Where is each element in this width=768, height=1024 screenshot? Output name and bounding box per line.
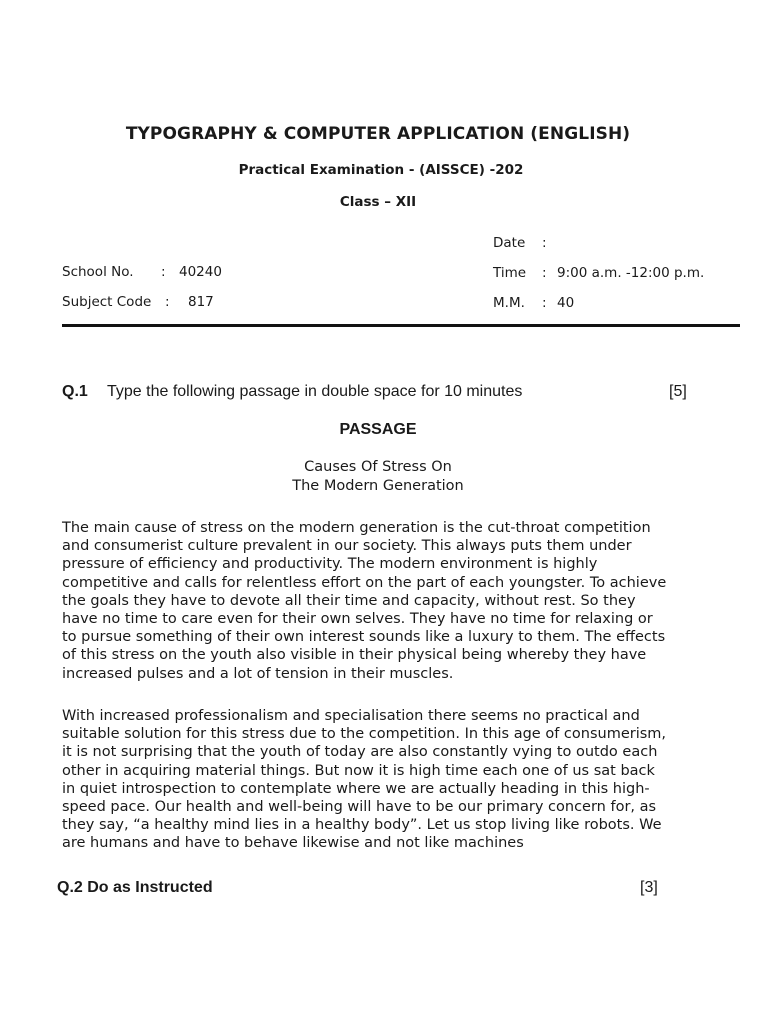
q2-instruction: Q.2 Do as Instructed	[57, 879, 213, 896]
q1-marks: [5]	[669, 383, 687, 400]
paragraph-line: other in acquiring material things. But now it is high time each one of us sat back	[62, 762, 655, 779]
paragraph-line: The main cause of stress on the modern generation is the cut-throat competition	[62, 520, 651, 536]
passage-title-line: The Modern Generation	[292, 477, 464, 494]
paragraph-line: to pursue something of their own interest sounds like a luxury to them. The effects	[62, 629, 666, 646]
time-separator: :	[542, 265, 547, 281]
time-value: 9:00 a.m. -12:00 p.m.	[557, 265, 705, 281]
class-line: Class – XII	[339, 194, 417, 210]
paragraph-line: have no time to care even for their own selves. They have no time for relaxing or	[62, 611, 653, 628]
school-no-separator: :	[161, 264, 166, 280]
subject-code-value: 817	[188, 294, 214, 310]
paragraph-line: competitive and calls for relentless effort on the part of each youngster. To achieve	[62, 574, 667, 591]
max-marks-separator: :	[542, 295, 547, 311]
paragraph-line: of this stress on the youth also visible in their physical being whereby they have	[62, 647, 647, 664]
header-divider	[62, 324, 740, 327]
q1-number: Q.1	[62, 383, 88, 400]
time-label: Time	[493, 265, 527, 281]
school-no-value: 40240	[179, 264, 222, 280]
date-separator: :	[542, 235, 547, 251]
paragraph-line: it is not surprising that the youth of today are also constantly vying to outdo each	[62, 744, 658, 761]
paragraph-line: suitable solution for this stress due to the competition. In this age of consumerism,	[62, 726, 667, 743]
paragraph-line: in quiet introspection to contemplate where we are actually heading in this high-	[62, 780, 650, 797]
paragraph-line: With increased professionalism and specialisation there seems no practical and	[62, 708, 640, 724]
paragraph-line: speed pace. Our health and well-being will have to be our primary concern for, as	[62, 799, 657, 816]
passage-paragraph-2	[62, 707, 702, 853]
paragraph-line: they say, “a healthy mind lies in a healthy body”. Let us stop living like robots. We	[62, 817, 662, 834]
passage-title	[0, 458, 756, 495]
exam-title: TYPOGRAPHY & COMPUTER APPLICATION (ENGLISH)	[125, 124, 631, 144]
passage-heading: PASSAGE	[339, 421, 417, 438]
passage-paragraph-1	[62, 519, 702, 683]
max-marks-label: M.M.	[493, 295, 525, 311]
exam-subtitle: Practical Examination - (AISSCE) -202	[238, 162, 524, 178]
paragraph-line: increased pulses and a lot of tension in their muscles.	[62, 665, 454, 682]
date-label: Date	[493, 235, 526, 251]
school-no-label: School No.	[62, 264, 134, 280]
paragraph-line: the goals they have to devote all their time and capacity, without rest. So they	[62, 592, 636, 609]
paragraph-line: are humans and have to behave likewise and not like machines	[62, 835, 524, 852]
passage-title-line: Causes Of Stress On	[304, 459, 452, 475]
paragraph-line: and consumerist culture prevalent in our society. This always puts them under	[62, 538, 632, 555]
subject-code-label: Subject Code	[62, 294, 152, 310]
paragraph-line: pressure of efficiency and productivity. The modern environment is highly	[62, 556, 598, 573]
q2-marks: [3]	[640, 879, 658, 896]
q1-instruction: Type the following passage in double space for 10 minutes	[107, 383, 523, 400]
subject-code-separator: :	[165, 294, 170, 310]
max-marks-value: 40	[557, 295, 575, 311]
